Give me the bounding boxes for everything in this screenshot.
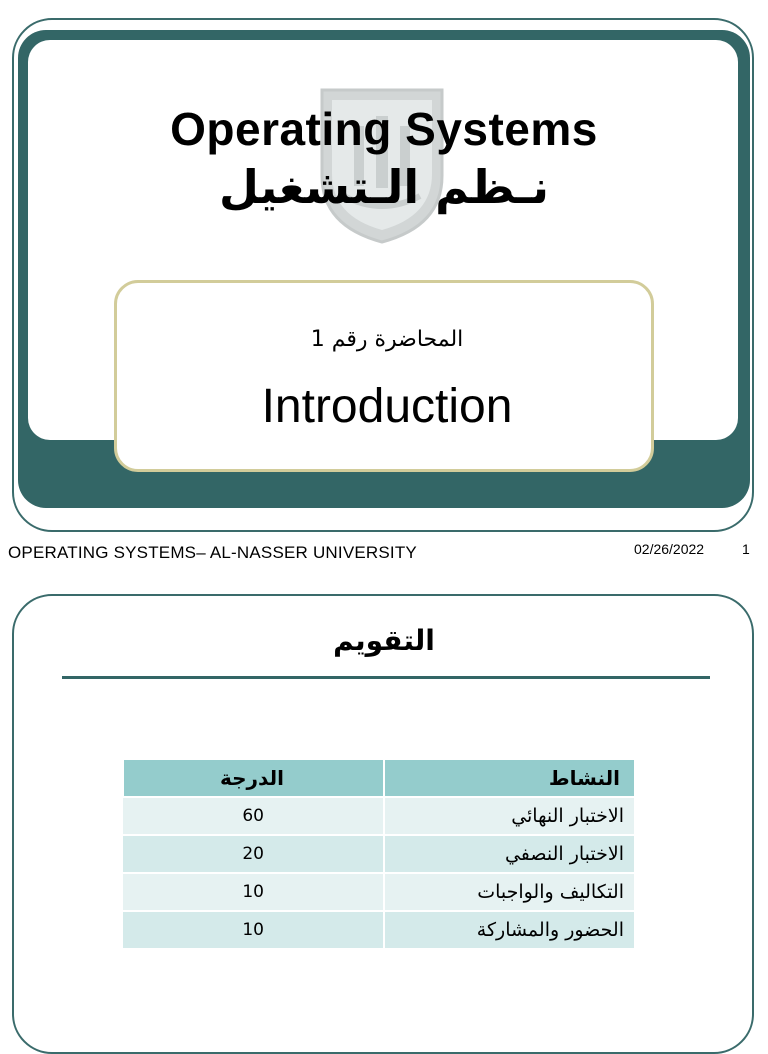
evaluation-table bbox=[122, 760, 634, 948]
slide-title-arabic: نـظم الـتشغيل bbox=[218, 160, 550, 214]
table-row bbox=[123, 835, 634, 873]
table-row bbox=[123, 911, 634, 948]
lecture-topic: Introduction bbox=[261, 380, 513, 433]
footer-date: 02/26/2022 bbox=[634, 541, 705, 557]
table-row bbox=[123, 797, 634, 835]
subtitle-box bbox=[114, 280, 654, 472]
table-row bbox=[123, 873, 634, 911]
title-divider bbox=[62, 676, 710, 679]
lecture-number-label: المحاضرة رقم 1 bbox=[310, 327, 464, 352]
footer-course-name: OPERATING SYSTEMS– AL-NASSER UNIVERSITY bbox=[8, 543, 417, 562]
table-header-row bbox=[123, 760, 634, 797]
grade-cell: 60 bbox=[123, 797, 384, 835]
activity-cell: التكاليف والواجبات bbox=[384, 873, 634, 911]
column-header-grade: الدرجة bbox=[123, 760, 384, 797]
column-header-activity: النشاط bbox=[384, 760, 634, 797]
grade-cell: 10 bbox=[123, 911, 384, 948]
grade-cell: 10 bbox=[123, 873, 384, 911]
grade-cell: 20 bbox=[123, 835, 384, 873]
activity-cell: الحضور والمشاركة bbox=[384, 911, 634, 948]
slide-title-english: Operating Systems bbox=[170, 103, 598, 155]
activity-cell: الاختبار النصفي bbox=[384, 835, 634, 873]
activity-cell: الاختبار النهائي bbox=[384, 797, 634, 835]
footer-page-number: 1 bbox=[742, 541, 750, 557]
evaluation-title: التقويم bbox=[333, 624, 435, 657]
